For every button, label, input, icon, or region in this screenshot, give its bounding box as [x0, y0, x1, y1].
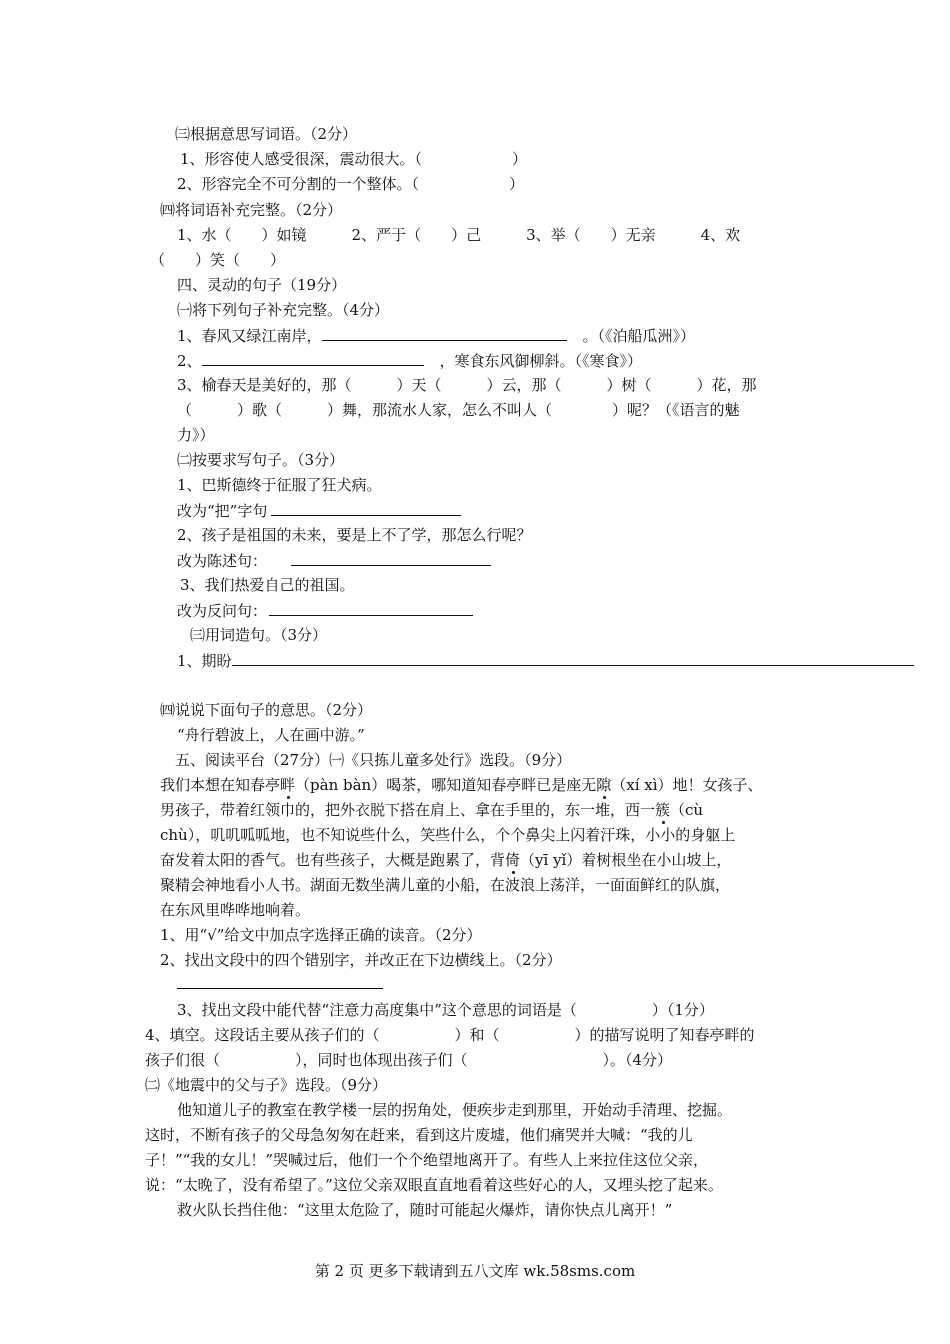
answer-blank[interactable] [291, 550, 491, 566]
answer-line [177, 500, 461, 521]
answer-blank[interactable] [177, 988, 383, 989]
answer-line [177, 600, 473, 621]
dotted-char: 畔 [280, 776, 296, 794]
question-line: 3、我们热爱自己的祖国。 [180, 576, 355, 594]
passage-line [160, 850, 731, 870]
question-line: （ ）歌（ ）舞，那流水人家，怎么不叫人（ ）呢？（《语言的魅 [177, 401, 740, 419]
question-text: 1、春风又绿江南岸， [177, 327, 322, 345]
quote-line: “舟行碧波上，人在画中游。” [177, 726, 365, 744]
passage-text: （yī yǐ）着树根坐在小山坡上， [520, 851, 732, 869]
question-line: 1、水（ ）如镜 2、严于（ ）己 3、举（ ）无亲 4、欢 [177, 226, 741, 244]
passage-text: （pàn bàn）喝茶，哪知道知春亭畔已是座无 [295, 776, 597, 794]
question-text: 。（《泊船瓜洲》） [582, 327, 696, 345]
answer-line [177, 550, 491, 571]
passage-line: chù），叽叽呱呱地，也不知说些什么，笑些什么，个个鼻尖上闪着汗珠，小小的身躯上 [160, 826, 736, 844]
section-heading: ㈢用词造句。（3分） [190, 626, 328, 644]
question-text: 改为陈述句： [177, 552, 268, 570]
question-text: ，寒食东风御柳斜。（《寒食》） [439, 352, 643, 370]
question-text: 改为反问句： [177, 602, 268, 620]
answer-blank[interactable] [232, 650, 914, 666]
section-heading: ㈣将词语补充完整。（2分） [160, 201, 343, 219]
passage-line [160, 775, 763, 795]
answer-blank[interactable] [202, 350, 424, 366]
question-line: 1、巴斯德终于征服了狂犬病。 [177, 476, 382, 494]
question-text: 1、期盼 [177, 652, 232, 670]
question-line: 4、填空。这段话主要从孩子们的（ ）和（ ）的描写说明了知春亭畔的 [145, 1026, 755, 1044]
passage-line: 这时，不断有孩子的父母急匆匆在赶来，看到这片废墟，他们痛哭并大喊：“我的儿 [145, 1126, 693, 1144]
question-line: 1、用“√”给文中加点字选择正确的读音。（2分） [160, 926, 482, 944]
question-line [177, 325, 695, 346]
question-line: 2、孩子是祖国的未来，要是上不了学，那怎么行呢？ [177, 526, 532, 544]
section-heading: ㈡《地震中的父与子》选段。（9分） [145, 1076, 388, 1094]
part-heading: 四、灵动的句子（19分） [177, 276, 347, 294]
passage-line: 说：“太晚了，没有希望了。”这位父亲双眼直直地看着这些好心的人，又埋头挖了起来。 [145, 1176, 723, 1194]
question-line: 3、找出文段中能代替“注意力高度集中”这个意思的词语是（ ）（1分） [177, 1001, 714, 1019]
question-line: 1、形容使人感受很深，震动很大。（ ） [180, 150, 528, 168]
passage-text: （cù [670, 801, 704, 819]
question-text: 改为“把”字句 [177, 502, 268, 520]
section-heading: ㈡按要求写句子。（3分） [177, 451, 345, 469]
question-text: 2、 [177, 352, 202, 370]
passage-line: 在东风里哗哗地响着。 [160, 901, 311, 919]
passage-line: 他知道儿子的教室在教学楼一层的拐角处，便疾步走到那里，开始动手清理、挖掘。 [177, 1101, 733, 1119]
question-line: （ ）笑（ ） [150, 251, 286, 269]
dotted-char: 倚 [505, 851, 521, 869]
passage-line: 聚精会神地看小人书。湖面无数坐满儿童的小船，在波浪上荡洋，一面面鲜红的队旗， [160, 876, 731, 894]
question-line: 力》） [177, 426, 215, 444]
question-line [177, 350, 642, 371]
answer-blank[interactable] [269, 600, 473, 616]
passage-text: 奋发着太阳的香气。也有些孩子，大概是跑累了，背 [160, 851, 506, 869]
answer-blank[interactable] [271, 500, 461, 516]
section-heading: ㈢根据意思写词语。（2分） [175, 125, 358, 143]
question-line: 3、榆春天是美好的，那（ ）天（ ）云，那（ ）树（ ）花，那 [177, 376, 757, 394]
passage-line: 救火队长挡住他：“这里太危险了，随时可能起火爆炸，请你快点儿离开！” [177, 1201, 673, 1219]
question-line: 2、形容完全不可分割的一个整体。（ ） [177, 175, 525, 193]
dotted-char: 簇 [655, 801, 671, 819]
part-heading: 五、阅读平台（27分）㈠《只拣儿童多处行》选段。（9分） [175, 751, 572, 769]
passage-line [160, 800, 703, 820]
question-line [177, 650, 914, 671]
passage-text: 我们本想在知春亭 [160, 776, 281, 794]
answer-blank[interactable] [322, 325, 567, 341]
passage-text: 男孩子，带着红领巾的，把外衣脱下搭在肩上、拿在手里的，东一堆，西一 [160, 801, 656, 819]
section-heading: ㈣说说下面句子的意思。（2分） [160, 701, 373, 719]
passage-line: 子！”“我的女儿！”哭喊过后，他们一个个绝望地离开了。有些人上来拉住这位父亲， [145, 1151, 709, 1169]
section-heading: ㈠将下列句子补充完整。（4分） [177, 301, 390, 319]
dotted-char: 隙 [596, 776, 612, 794]
passage-text: （xí xì）地！女孩子、 [611, 776, 763, 794]
question-line: 孩子们很（ ），同时也体现出孩子们（ ）。（4分） [145, 1051, 673, 1069]
question-line: 2、找出文段中的四个错别字，并改正在下边横线上。（2分） [160, 951, 562, 969]
page-footer: 第 2 页 更多下载请到五八文库 wk.58sms.com [314, 1262, 636, 1280]
